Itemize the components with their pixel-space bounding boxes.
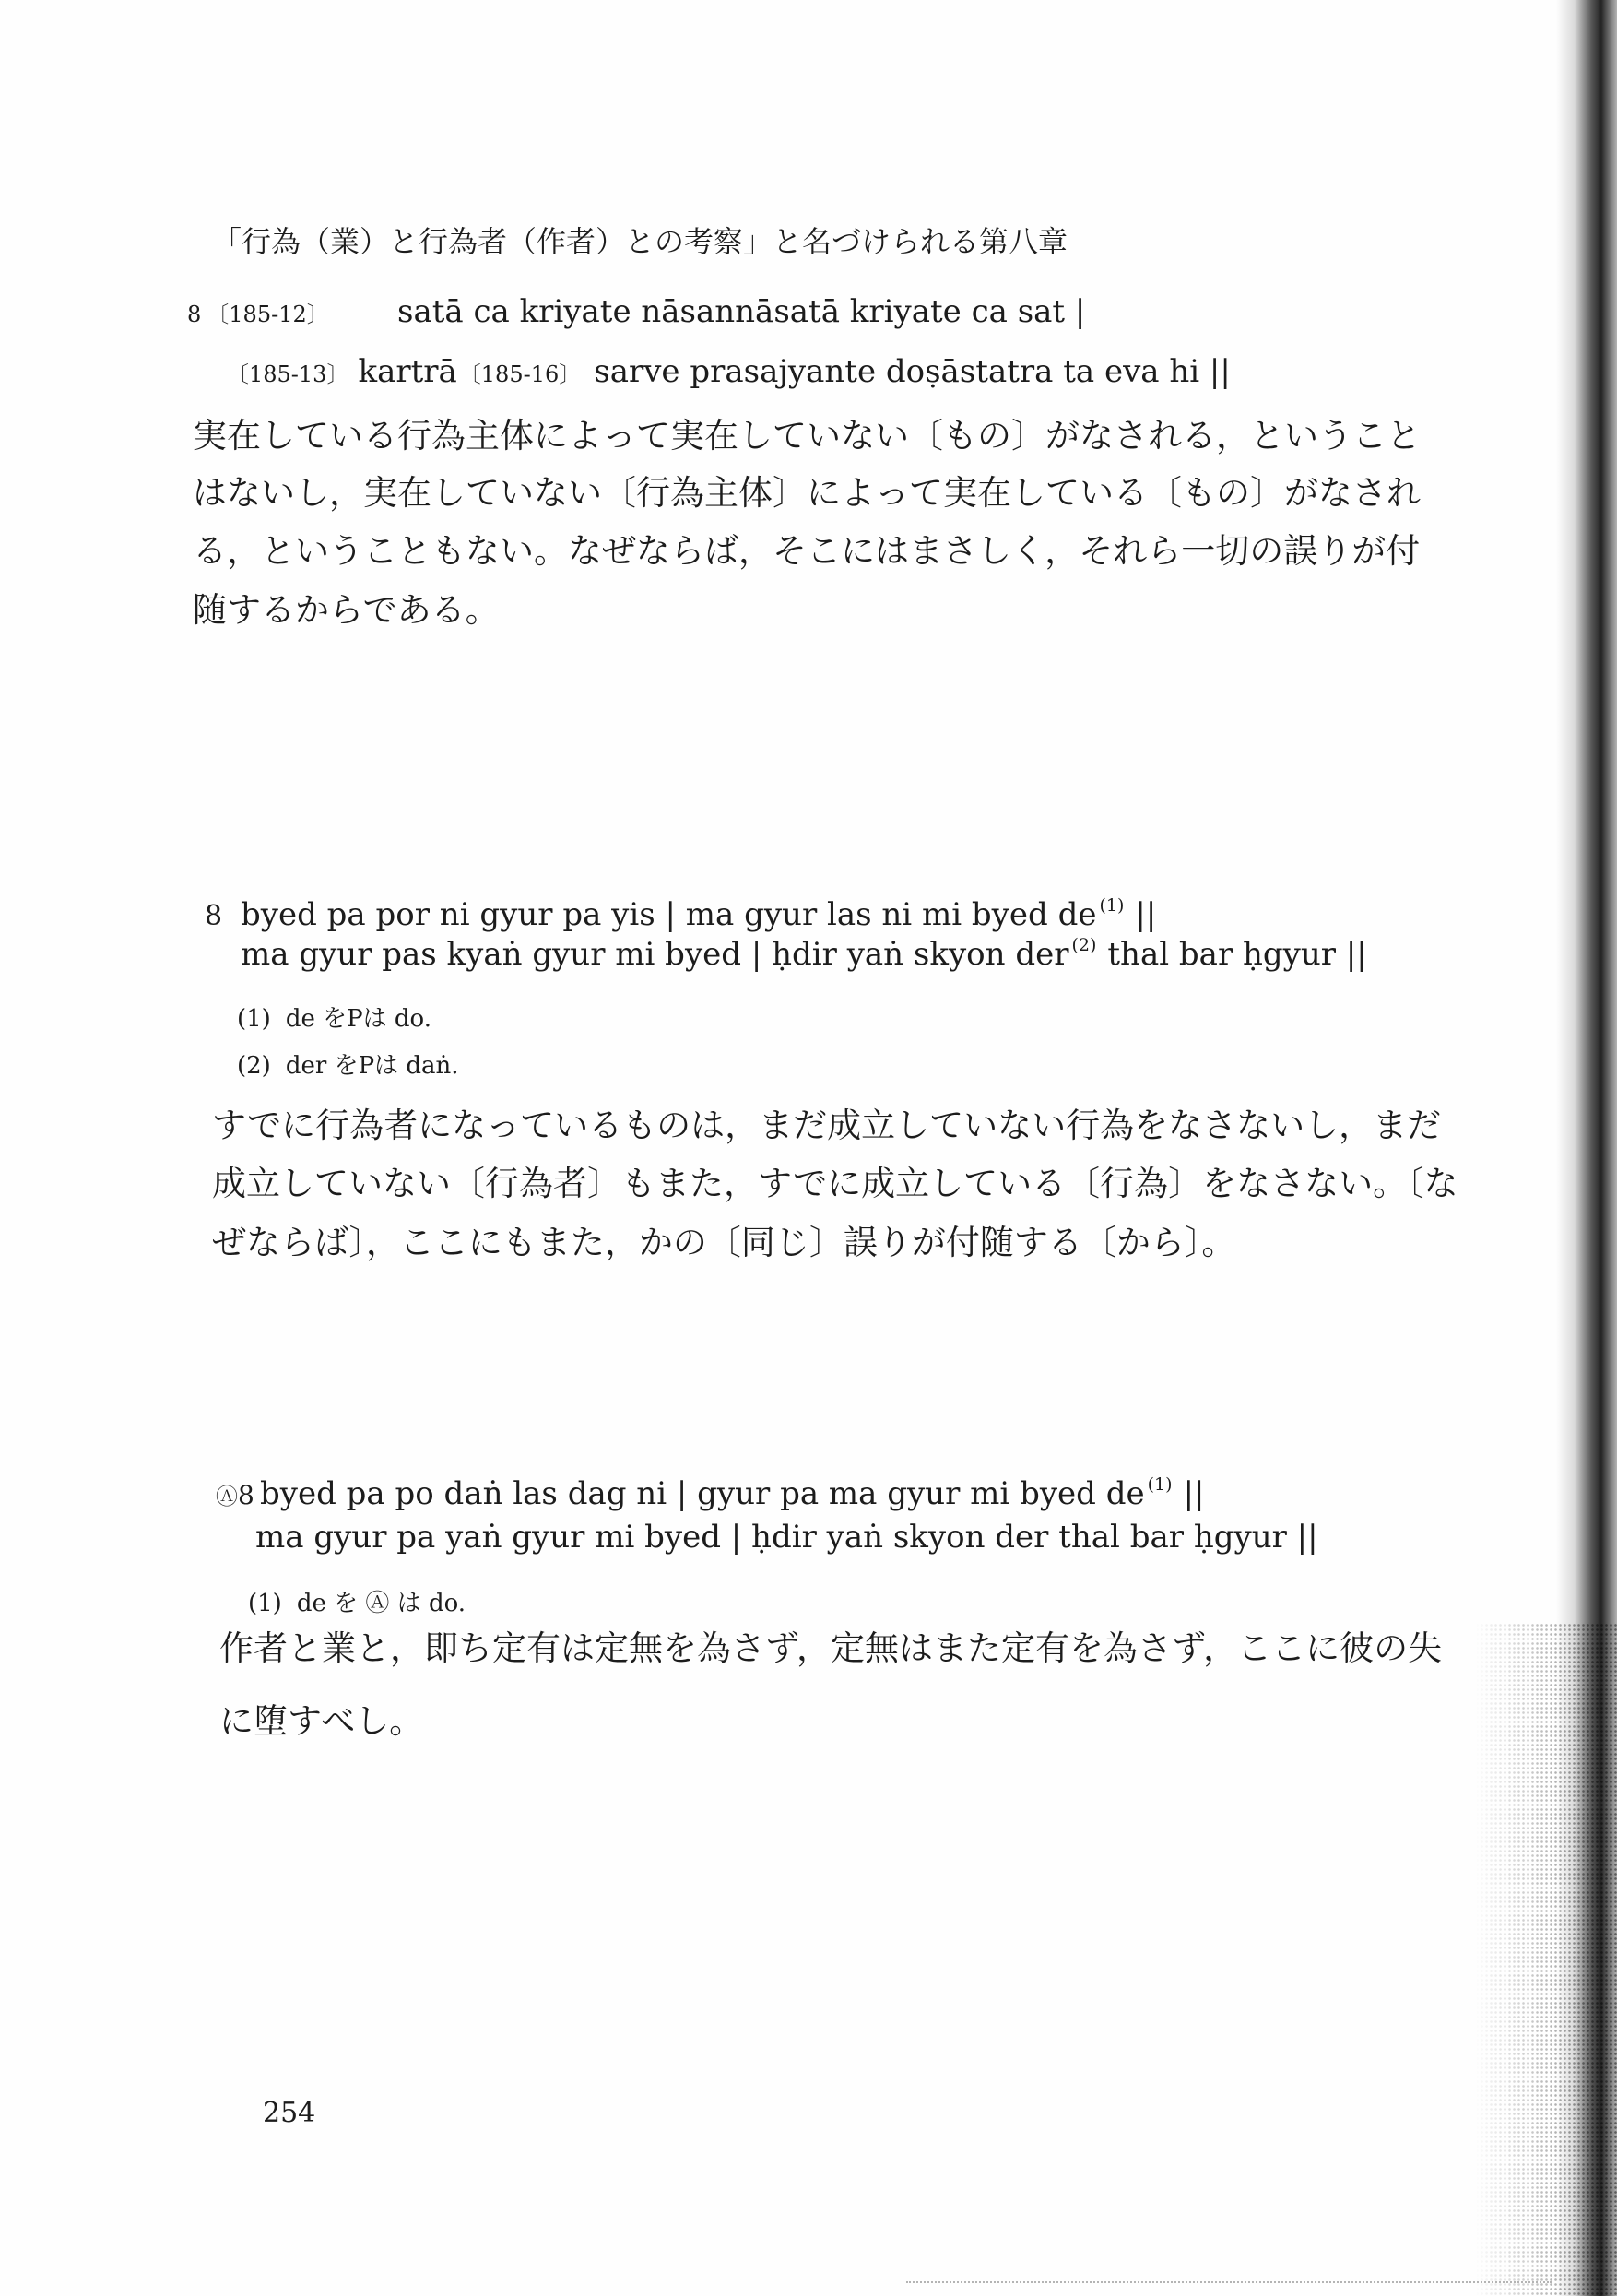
verse-number: 8 bbox=[238, 1480, 254, 1510]
version-a-line-2: ma gyur pa yaṅ gyur mi byed | ḥdir yaṅ skyon der thal bar ḥgyur || bbox=[255, 1519, 1318, 1556]
tibetan-line-1 bbox=[205, 896, 1156, 939]
translation-line: に堕すべし。 bbox=[219, 1701, 424, 1741]
translation-line: 随するからである。 bbox=[193, 590, 500, 630]
translation-line: 実在している行為主体によって実在していない〔もの〕がなされる，ということ bbox=[193, 416, 1421, 456]
footnote-marker: (2) bbox=[1071, 935, 1097, 955]
footnote-mark: (1) bbox=[237, 1005, 271, 1033]
translation-line: ぜならば〕，ここにもまた，かの〔同じ〕誤りが付随する〔から〕。 bbox=[212, 1223, 1236, 1262]
translation-line: 成立していない〔行為者〕もまた，すでに成立している〔行為〕をなさない。〔な bbox=[212, 1164, 1458, 1203]
footnote-text: der をPは daṅ. bbox=[285, 1052, 459, 1080]
footnote bbox=[237, 1004, 431, 1034]
footnote-mark: (2) bbox=[237, 1052, 271, 1080]
page-number: 254 bbox=[263, 2097, 316, 2129]
verse-end-mark: || bbox=[1183, 1475, 1205, 1512]
footnote bbox=[237, 1051, 458, 1081]
scan-speckle bbox=[1475, 1623, 1617, 2296]
footnote bbox=[248, 1589, 466, 1618]
footnote-mark: (1) bbox=[248, 1590, 282, 1617]
version-a-marker: Ⓐ bbox=[216, 1484, 238, 1509]
page-edge-line bbox=[906, 2281, 1552, 2283]
translation-line: はないし，実在していない〔行為主体〕によって実在している〔もの〕がなされ bbox=[193, 473, 1421, 513]
verse-text: thal bar ḥgyur || bbox=[1107, 936, 1367, 973]
page-reference: 〔185-16〕 bbox=[458, 361, 582, 387]
footnote-text: は do. bbox=[396, 1590, 466, 1617]
verse-text: byed pa por ni gyur pa yis | ma gyur las ni mi byed de bbox=[241, 896, 1097, 933]
verse-text: kartrā bbox=[358, 353, 457, 390]
sanskrit-line-1-lead bbox=[187, 293, 397, 334]
version-a-line-1 bbox=[216, 1475, 1204, 1518]
verse-number: 8 bbox=[187, 302, 202, 327]
tibetan-line-2 bbox=[241, 936, 1367, 978]
footnote-marker: (1) bbox=[1099, 895, 1125, 916]
verse-text: sarve prasajyante doṣāstatra ta eva hi || bbox=[594, 353, 1231, 390]
translation-line: る，ということもない。なぜならば，そこにはまさしく，それら一切の誤りが付 bbox=[193, 531, 1421, 571]
footnote-text: de を bbox=[296, 1590, 359, 1617]
footnote-marker: (1) bbox=[1147, 1474, 1173, 1495]
verse-text: satā ca kriyate nāsannāsatā kriyate ca sat | bbox=[397, 293, 1086, 330]
version-a-lead bbox=[216, 1475, 260, 1516]
translation-line: すでに行為者になっているものは，まだ成立していない行為をなさないし，まだ bbox=[212, 1106, 1442, 1145]
page-reference: 〔185-12〕 bbox=[207, 302, 329, 327]
sanskrit-line-1 bbox=[187, 293, 1085, 334]
page-reference: 〔185-13〕 bbox=[227, 361, 349, 387]
version-a-marker: Ⓐ bbox=[365, 1590, 390, 1617]
chapter-heading: 「行為（業）と行為者（作者）との考察」と名づけられる第八章 bbox=[212, 224, 1068, 259]
translation-line: 作者と業と，即ち定有は定無を為さず，定無はまた定有を為さず，ここに彼の失 bbox=[219, 1628, 1443, 1668]
verse-text: byed pa po daṅ las dag ni | gyur pa ma gyur mi byed de bbox=[260, 1475, 1145, 1512]
verse-text: ma gyur pas kyaṅ gyur mi byed | ḥdir yaṅ skyon der bbox=[241, 936, 1069, 973]
verse-end-mark: || bbox=[1135, 896, 1157, 933]
verse-number: 8 bbox=[205, 900, 223, 932]
footnote-text: de をPは do. bbox=[285, 1005, 432, 1033]
sanskrit-line-2 bbox=[227, 353, 1231, 394]
